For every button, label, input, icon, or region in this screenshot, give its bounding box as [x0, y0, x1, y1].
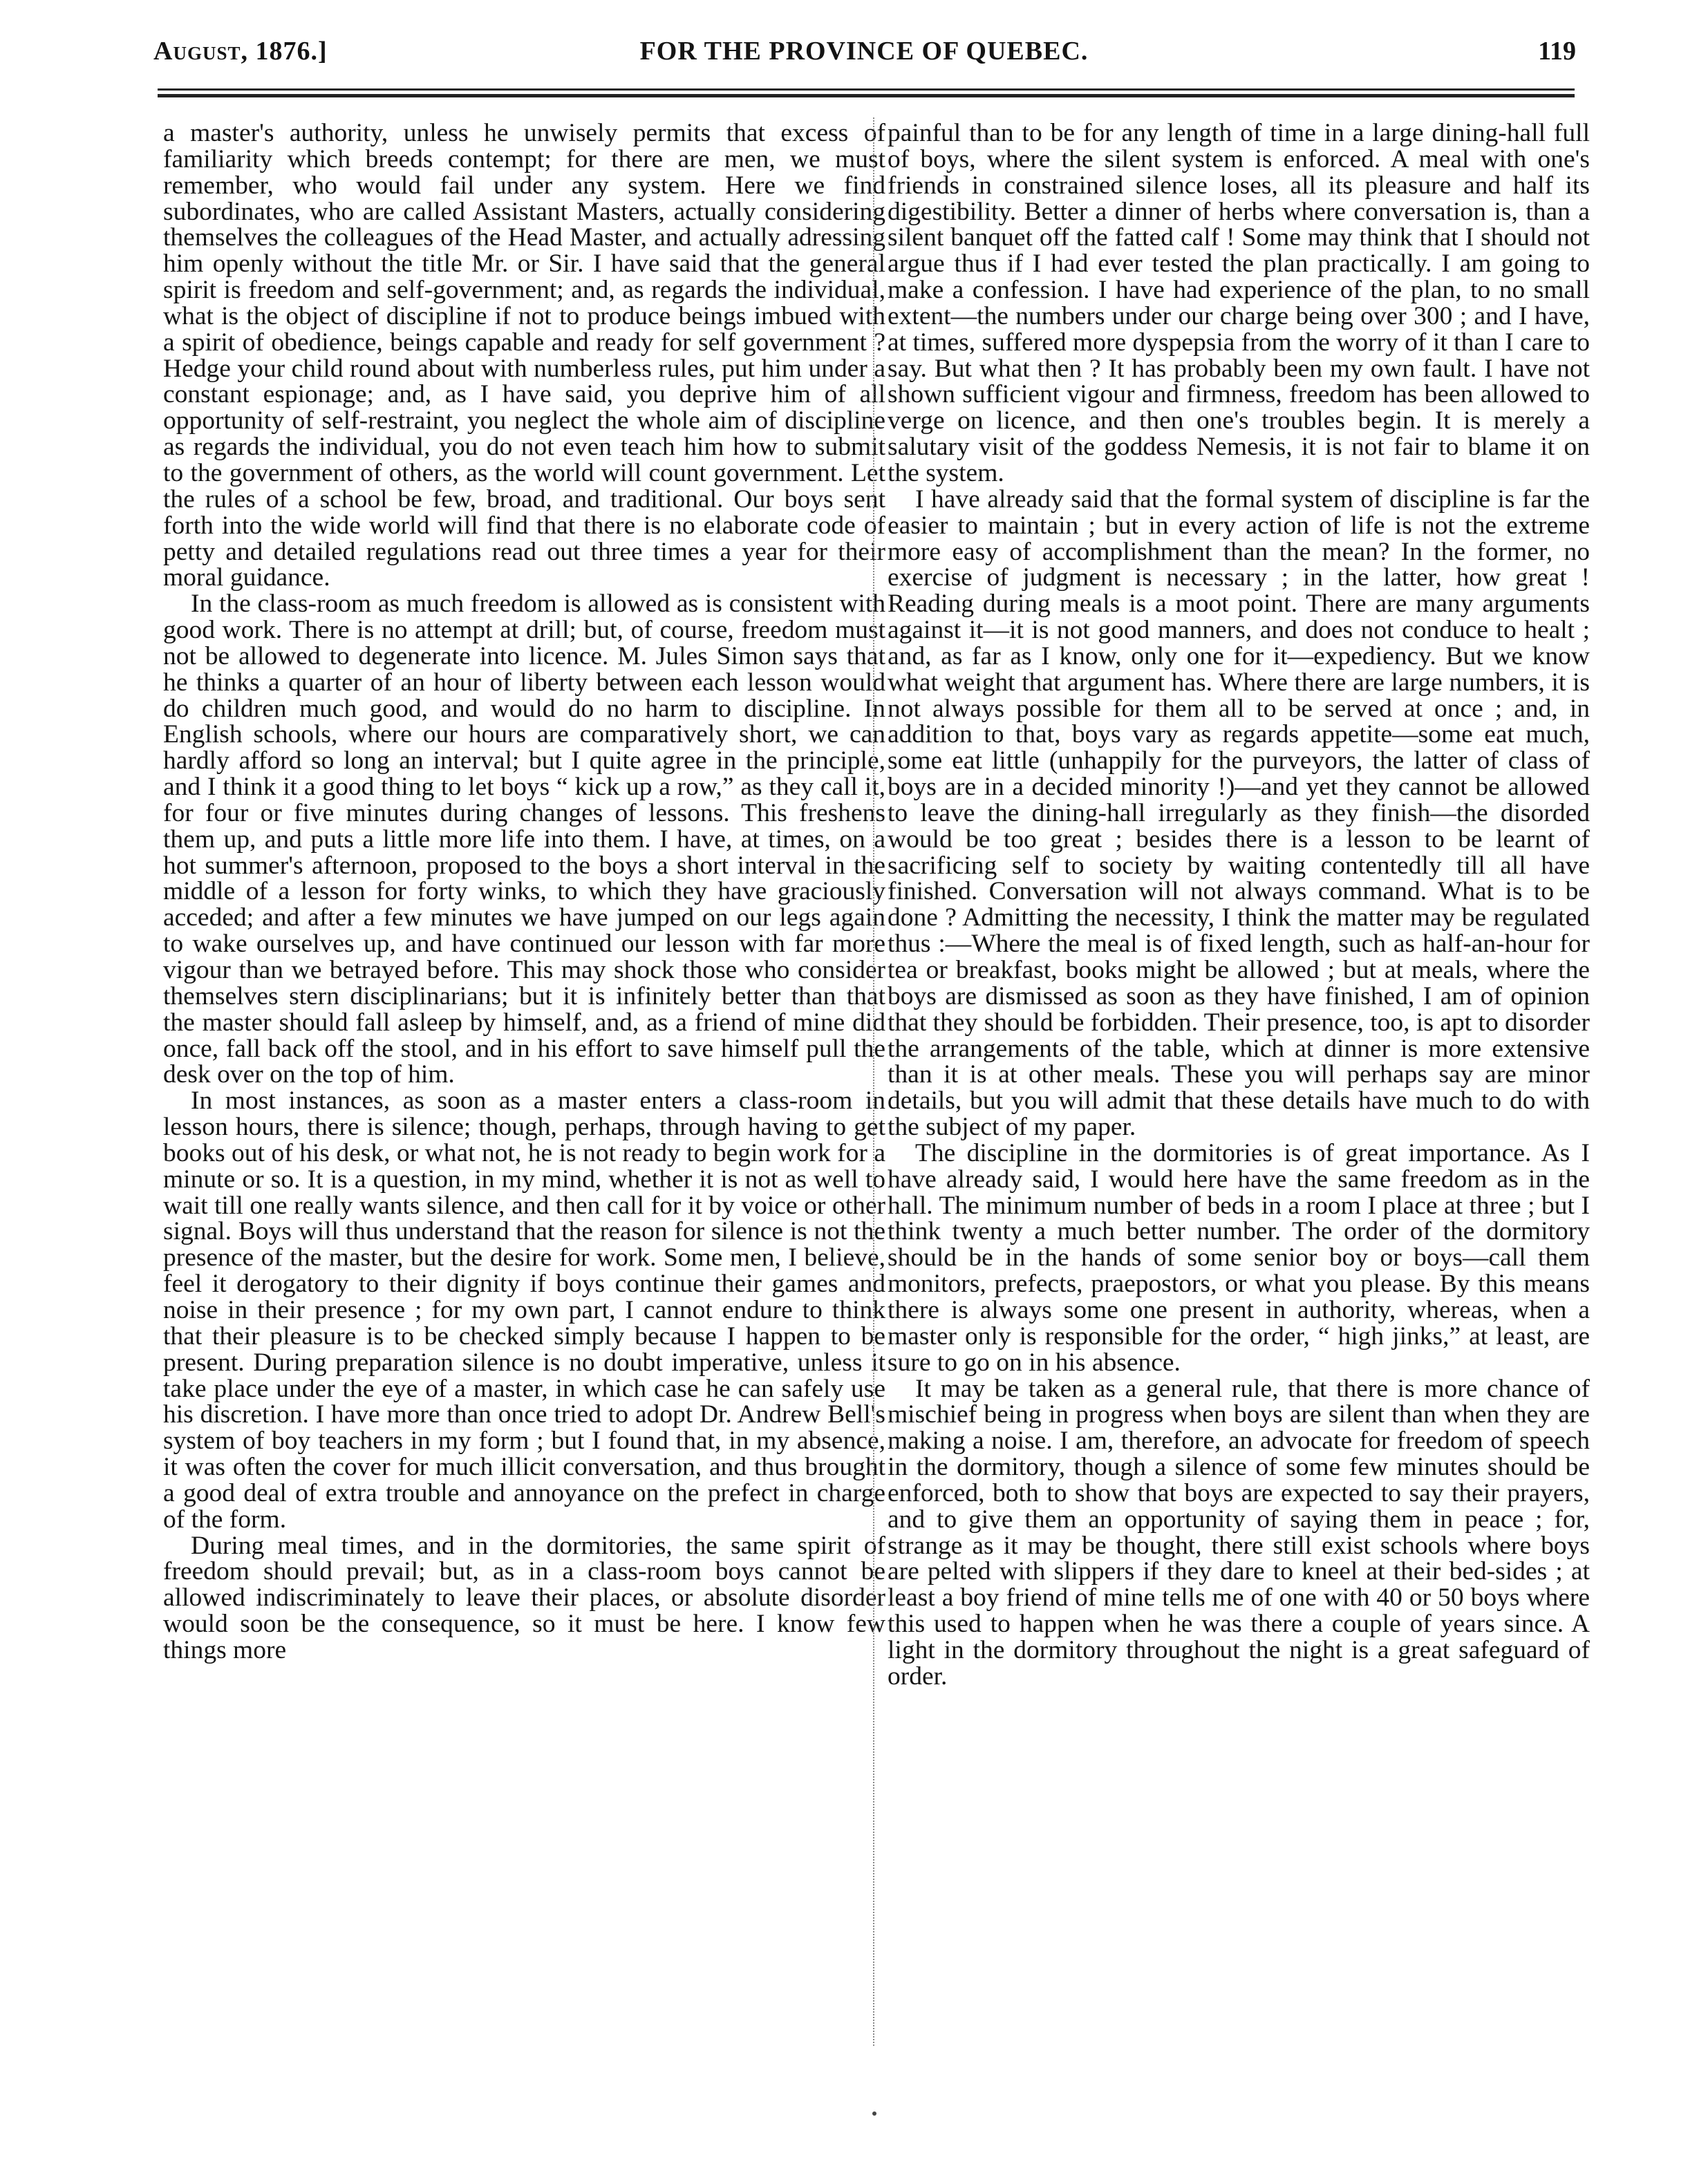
publication-title: FOR THE PROVINCE OF QUEBEC.	[639, 37, 1089, 66]
paragraph: In the class-room as much freedom is allowed as is consistent with good work. There is no attempt at drill; but, of course, freedom must not be allowed to degenerate into licence. M. Jules Simon says that he thinks a quarter of an hour of liberty between each lesson would do children much good, and would do no harm to discipline. In English schools, where our hours are comparatively short, we can hardly afford so long an interval; but I quite agree in the principle, and I think it a good thing to let boys “ kick up a row,” as they call it, for four or five minutes during changes of lessons. This freshens them up, and puts a little more life into them. I have, at times, on a hot summer's afternoon, proposed to the boys a short interval in the middle of a lesson for forty winks, to which they have graciously acceded; and after a few minutes we have jumped on our legs again to wake ourselves up, and have continued our lesson with far more vigour than we betrayed before. This may shock those who consider themselves stern disciplinarians; but it is infinitely better than that the master should fall asleep by himself, and, as a friend of mine did once, fall back off the stool, and in his effort to save himself pull the desk over on the top of him.	[163, 590, 885, 1089]
column-divider	[873, 117, 874, 2046]
paragraph: I have already said that the formal system of discipline is far the easier to maintain ; but in every action of life is not the extreme more easy of accomplishment than the mean? In the former, no exercise of judgment is necessary ; in the latter, how great ! Reading during meals is a moot point. There are many arguments against it—it is not good manners, and does not conduce to healt ; and, as far as I know, only one for it—expediency. But we know what weight that argument has. Where there are large numbers, it is not always possible for them all to be served at once ; and, in addition to that, boys vary as regards appetite—some eat much, some eat little (unhappily for the purveyors, the latter of class of boys are in a decided minority !)—and yet they cannot be allowed to leave the dining-hall irregularly as they finish—the disorded would be too great ; besides there is a lesson to be learnt of sacrificing self to society by waiting contentedly till all have finished. Conversation will not always command. What is to be done ? Admitting the necessity, I think the matter may be regulated thus :—Where the meal is of fixed length, such as half-an-hour for tea or breakfast, books might be allowed ; but at meals, where the boys are dismissed as soon as they have finished, I am of opinion that they should be forbidden. Their presence, too, is apt to disorder the arrangements of the table, which at dinner is more extensive than it is at other meals. These you will perhaps say are minor details, but you will admit that these details have much to do with the subject of my paper.	[888, 485, 1590, 1142]
header-rule-thin	[158, 88, 1575, 91]
paragraph: In most instances, as soon as a master enters a class-room in lesson hours, there is silence; though, perhaps, through having to get books out of his desk, or what not, he is not ready to begin work for a minute or so. It is a question, in my mind, whether it is not as well to wait till one really wants silence, and then call for it by voice or other signal. Boys will thus understand that the reason for silence is not the presence of the master, but the desire for work. Some men, I believe, feel it derogatory to their dignity if boys continue their games and noise in their presence ; for my own part, I cannot endure to think that their pleasure is to be checked simply because I happen to be present. During preparation silence is no doubt imperative, unless it take place under the eye of a master, in which case he can safely use his discretion. I have more than once tried to adopt Dr. Andrew Bell's system of boy teachers in my form ; but I found that, in my absence, it was often the cover for much illicit conversation, and thus brought a good deal of extra trouble and annoyance on the prefect in charge of the form.	[163, 1086, 885, 1534]
paragraph: The discipline in the dormitories is of great importance. As I have already said, I would here have the same freedom as in the hall. The minimum number of beds in a room I place at three ; but I think twenty a much better number. The order of the dormitory should be in the hands of some senior boy or boys—call them monitors, prefects, praepostors, or what you please. By this means there is always some one present in authority, whereas, when a master only is responsible for the order, “ high jinks,” at least, are sure to go on in his absence.	[888, 1138, 1590, 1377]
right-column	[888, 120, 1590, 2056]
header-rule-thick	[158, 94, 1575, 97]
paragraph: a master's authority, unless he unwisely permits that excess of familiarity which breeds contempt; for there are men, we must remember, who would fail under any system. Here we find subordinates, who are called Assistant Masters, actually considering themselves the colleagues of the Head Master, and actually adressing him openly without the title Mr. or Sir. I have said that the general spirit is freedom and self-government; and, as regards the individual, what is the object of discipline if not to produce beings imbued with a spirit of obedience, beings capable and ready for self government ? Hedge your child round about with numberless rules, put him under a constant espionage; and, as I have said, you deprive him of all opportunity of self-restraint, you neglect the whole aim of discipline as regards the individual, you do not even teach him how to submit to the government of others, as the world will count government. Let the rules of a school be few, broad, and traditional. Our boys sent forth into the wide world will find that there is no elaborate code of petty and detailed regulations read out three times a year for their moral guidance.	[163, 120, 885, 592]
paragraph: painful than to be for any length of time in a large dining-hall full of boys, where the silent system is enforced. A meal with one's friends in constrained silence loses, all its pleasure and half its digestibility. Better a dinner of herbs where conversation is, than a silent banquet off the fatted calf ! Some may think that I should not argue thus if I had ever tested the plan practically. I am going to make a confession. I have had experience of the plan, to no small extent—the numbers under our charge being over 300 ; and I have, at times, suffered more dyspepsia from the worry of it than I care to say. But what then ? It has probably been my own fault. I have not shown sufficient vigour and firmness, freedom has been allowed to verge on licence, and then one's troubles begin. It is merely a salutary visit of the goddess Nemesis, it is not fair to blame it on the system.	[888, 120, 1590, 487]
paragraph: During meal times, and in the dormitories, the same spirit of freedom should prevail; but, as in a class-room boys cannot be allowed indiscriminately to leave their places, or absolute disorder would soon be the consequence, so it must be here. I know few things more	[163, 1531, 885, 1664]
issue-date: August, 1876.]	[153, 37, 328, 66]
running-head	[145, 36, 1583, 77]
left-column	[163, 120, 885, 2056]
paragraph: It may be taken as a general rule, that there is more chance of mischief being in progress when boys are silent than when they are making a noise. I am, therefore, an advocate for freedom of speech in the dormitory, though a silence of some few minutes should be enforced, both to show that boys are expected to say their prayers, and to give them an opportunity of saying them in peace ; for, strange as it may be thought, there still exist schools where boys are pelted with slippers if they dare to kneel at their bed-sides ; at least a boy friend of mine tells me of one with 40 or 50 boys where this used to happen when he was there a couple of years since. A light in the dormitory throughout the night is a great safeguard of order.	[888, 1374, 1590, 1691]
page-number: 119	[1538, 37, 1576, 66]
print-mark	[872, 2111, 876, 2116]
